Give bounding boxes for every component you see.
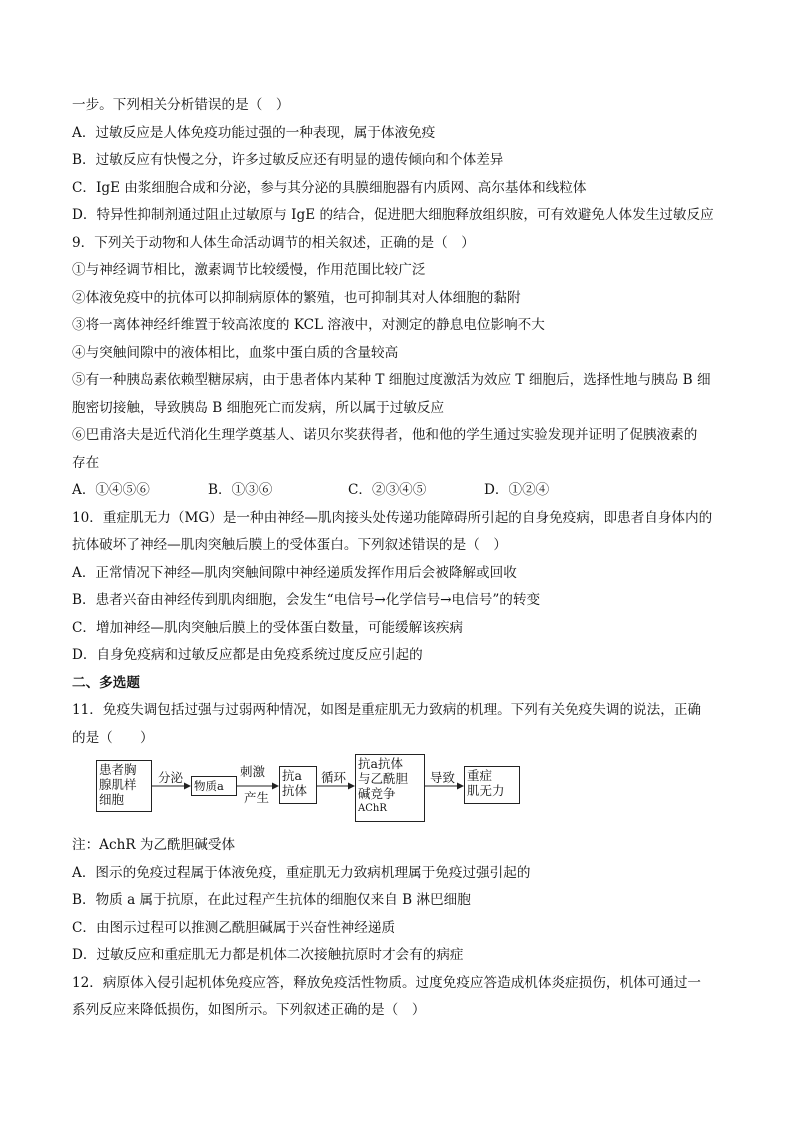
- q11-stem-line1: 11．免疫失调包括过强与过弱两种情况，如图是重症肌无力致病的机理。下列有关免疫失调的说法，正确: [72, 702, 702, 718]
- label-secrete: 分泌: [158, 770, 184, 785]
- q9-statement-5-line1: ⑤有一种胰岛素依赖型糖尿病，由于患者体内某种 T 细胞过度激活为效应 T 细胞后，选择性地与胰岛 B 细: [72, 372, 711, 388]
- box-competition: 抗a抗体 与乙酰胆 碱竞争 AChR: [355, 754, 425, 822]
- q9-statement-3: ③将一离体神经纤维置于较高浓度的 KCL 溶液中，对测定的静息电位影响不大: [72, 317, 545, 333]
- q9-statement-6-line2: 存在: [72, 454, 100, 471]
- q10-option-d: D．自身免疫病和过敏反应都是由免疫系统过度反应引起的: [72, 647, 423, 663]
- q12-stem-line1: 12．病原体入侵引起机体免疫应答，释放免疫活性物质。过度免疫应答造成机体炎症损伤，机体可通过一: [72, 974, 702, 991]
- label-circulate: 循环: [321, 770, 347, 785]
- q9-option-a: A．①④⑤⑥: [72, 482, 150, 498]
- q9-options: [72, 477, 732, 505]
- q11-option-c: C．由图示过程可以推测乙酰胆碱属于兴奋性神经递质: [72, 919, 396, 936]
- q9-stem: 9．下列关于动物和人体生命活动调节的相关叙述，正确的是（ ）: [72, 234, 475, 251]
- q9-option-d: D．①②④: [484, 482, 550, 498]
- q10-option-a: A．正常情况下神经—肌肉突触间隙中神经递质发挥作用后会被降解或回收: [72, 564, 517, 581]
- label-cause: 导致: [430, 770, 456, 785]
- q10-option-b: B．患者兴奋由神经传到肌肉细胞，会发生“电信号→化学信号→电信号”的转变: [72, 592, 541, 608]
- q9-option-c: C．②③④⑤: [348, 482, 427, 498]
- q9-statement-4: ④与突触间隙中的液体相比，血浆中蛋白质的含量较高: [72, 344, 399, 361]
- q8-option-b: B．过敏反应有快慢之分，许多过敏反应还有明显的遗传倾向和个体差异: [72, 152, 504, 168]
- q11-stem-line2: 的是（ ）: [72, 729, 154, 746]
- q12-stem-line2: 系列反应来降低损伤，如图所示。下列叙述正确的是（ ）: [72, 1002, 426, 1018]
- q8-option-c: C．IgE 由浆细胞合成和分泌，参与其分泌的具膜细胞器有内质网、高尔基体和线粒体: [72, 179, 587, 196]
- q11-option-a: A．图示的免疫过程属于体液免疫，重症肌无力致病机理属于免疫过强引起的: [72, 864, 531, 881]
- box-thymus-cells: 患者胸 腺肌样 细胞: [96, 760, 152, 812]
- section-title-multi-choice: 二、多选题: [72, 674, 140, 691]
- box-myasthenia: 重症 肌无力: [464, 766, 520, 804]
- q9-statement-5-line2: 胞密切接触，导致胰岛 B 细胞死亡而发病，所以属于过敏反应: [72, 399, 445, 416]
- q8-option-a: A．过敏反应是人体免疫功能过强的一种表现，属于体液免疫: [72, 124, 436, 141]
- q11-option-d: D．过敏反应和重症肌无力都是机体二次接触抗原时才会有的病症: [72, 947, 464, 963]
- q9-option-b: B．①③⑥: [208, 482, 273, 498]
- q9-statement-2: ②体液免疫中的抗体可以抑制病原体的繁殖，也可抑制其对人体细胞的黏附: [72, 289, 521, 306]
- exam-page: [72, 92, 732, 1025]
- label-stimulate: 刺激: [240, 764, 266, 779]
- q9-statement-6-line1: ⑥巴甫洛夫是近代消化生理学奠基人、诺贝尔奖获得者，他和他的学生通过实验发现并证明了促胰液素的: [72, 427, 698, 443]
- q9-statement-1: ①与神经调节相比，激素调节比较缓慢，作用范围比较广泛: [72, 262, 426, 278]
- q8-option-d: D．特异性抑制剂通过阻止过敏原与 IgE 的结合，促进肥大细胞释放组织胺，可有效避免人体发生过敏反应: [72, 207, 714, 223]
- q10-stem-line1: 10．重症肌无力（MG）是一种由神经—肌肉接头处传递功能障碍所引起的自身免疫病，即患者自身体内的: [72, 509, 713, 526]
- box-substance-a: 物质a: [191, 776, 237, 796]
- q10-stem-line2: 抗体破坏了神经—肌肉突触后膜上的受体蛋白。下列叙述错误的是（ ）: [72, 537, 507, 553]
- q11-option-b: B．物质 a 属于抗原，在此过程产生抗体的细胞仅来自 B 淋巴细胞: [72, 892, 471, 908]
- q11-note: 注：AchR 为乙酰胆碱受体: [72, 837, 236, 853]
- q10-option-c: C．增加神经—肌肉突触后膜上的受体蛋白数量，可能缓解该疾病: [72, 619, 464, 636]
- box-anti-a-antibody: 抗a 抗体: [279, 766, 317, 804]
- q8-stem: 一步。下列相关分析错误的是（ ）: [72, 97, 290, 113]
- q11-mechanism-diagram: [72, 754, 732, 832]
- label-produce: 产生: [244, 790, 270, 805]
